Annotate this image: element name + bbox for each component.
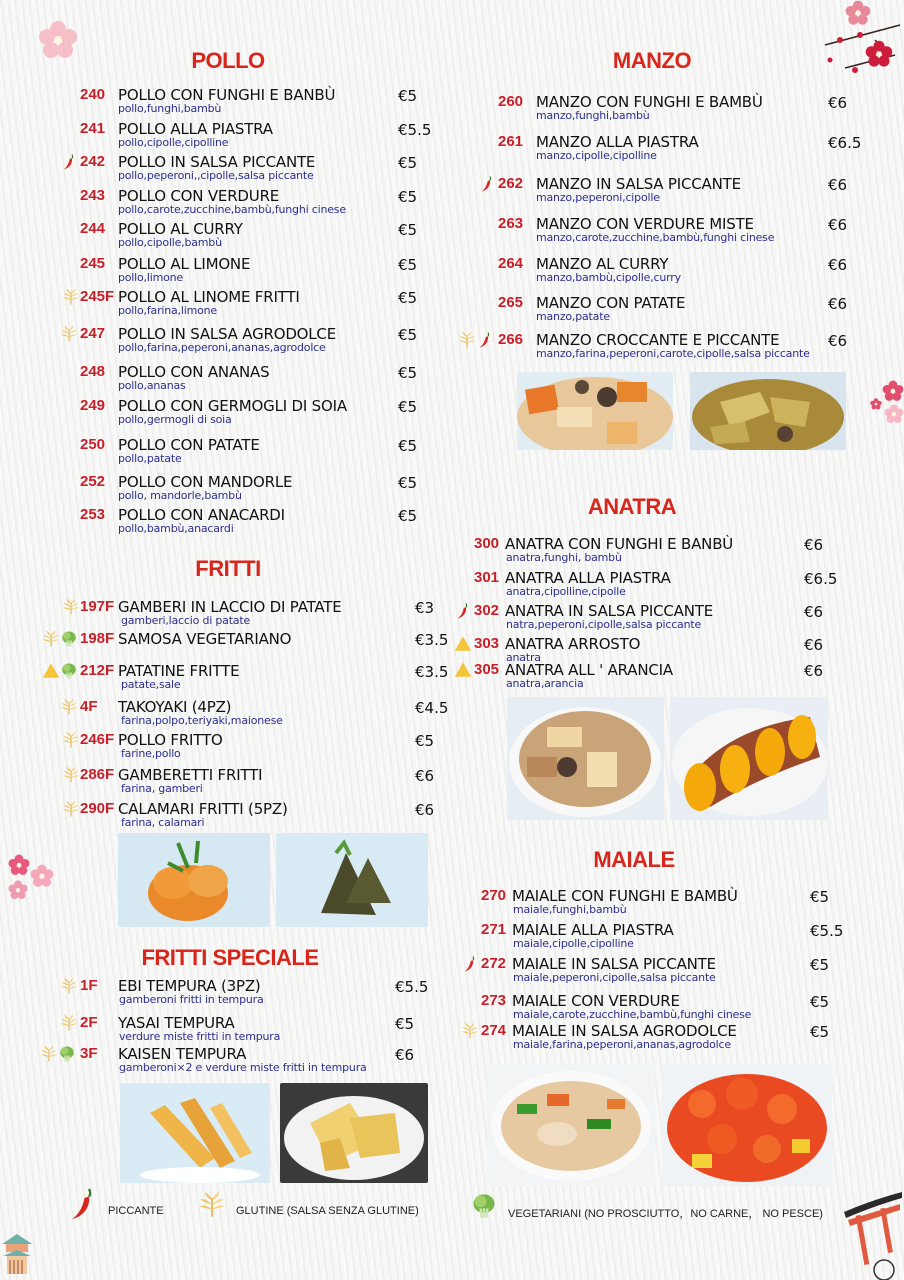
item-description: maiale,carote,zucchine,bambù,funghi cinese [513, 1008, 752, 1021]
wheat-gluten-icon [60, 698, 76, 716]
legend-wheat-gluten-icon [198, 1190, 226, 1220]
item-code: 271 [481, 921, 507, 938]
item-code: 197F [80, 598, 115, 615]
item-name: POLLO AL LIMONE [118, 255, 251, 273]
item-description: pollo,cipolle,bambù [118, 236, 222, 249]
chili-pepper-icon [454, 602, 470, 620]
item-code: 302 [474, 602, 500, 619]
chili-pepper-icon [461, 955, 477, 973]
item-price: €6 [828, 256, 848, 274]
chili-pepper-icon [478, 175, 494, 193]
dietary-icons [62, 766, 78, 784]
item-code: 270 [481, 887, 507, 904]
item-price: €5 [398, 154, 418, 172]
item-price: €5 [398, 256, 418, 274]
item-description: pollo,bambù,anacardi [118, 522, 234, 535]
item-description: pollo,germogli di soia [118, 413, 232, 426]
item-code: 266 [498, 331, 524, 348]
item-name: MANZO CON PATATE [536, 294, 686, 312]
wheat-gluten-icon [458, 331, 474, 349]
item-price: €5 [398, 188, 418, 206]
menu-item [0, 921, 904, 955]
item-code: 303 [474, 635, 500, 652]
item-name: YASAI TEMPURA [118, 1014, 235, 1032]
item-price: €6 [415, 767, 435, 785]
item-name: POLLO IN SALSA AGRODOLCE [118, 325, 336, 343]
item-name: ANATRA ALL ' ARANCIA [505, 661, 673, 679]
item-name: TAKOYAKI (4PZ) [118, 698, 232, 716]
menu-item [0, 215, 904, 249]
item-description: anatra,funghi, bambù [506, 551, 622, 564]
dietary-icons [62, 731, 78, 749]
item-price: €6 [828, 295, 848, 313]
item-description: patate,sale [121, 678, 181, 691]
section-title-fritti-speciale: FRITTI SPECIALE [141, 945, 319, 970]
item-code: 249 [80, 397, 106, 414]
item-name: POLLO CON VERDURE [118, 187, 280, 205]
item-price: €3.5 [415, 663, 449, 681]
wheat-gluten-icon [62, 731, 78, 749]
warning-triangle-icon [454, 661, 470, 679]
item-description: pollo,peperoni,,cipolle,salsa piccante [118, 169, 314, 182]
item-description: farina, calamari [121, 816, 205, 829]
dietary-icons [454, 602, 470, 620]
item-description: manzo,carote,zucchine,bambù,funghi cinese [536, 231, 775, 244]
item-code: 241 [80, 120, 106, 137]
warning-triangle-icon [454, 635, 470, 653]
beef-with-vegetables-photo [517, 372, 673, 450]
item-price: €6 [395, 1046, 415, 1064]
item-description: maiale,funghi,bambù [513, 903, 627, 916]
item-description: farina, gamberi [121, 782, 203, 795]
menu-item [0, 1022, 904, 1056]
pagoda-decoration [0, 1232, 34, 1280]
section-title-pollo: POLLO [191, 48, 265, 73]
legend-lettuce-vegetarian-icon [470, 1190, 498, 1222]
item-name: ANATRA ARROSTO [505, 635, 641, 653]
legend-piccante: PICCANTE [108, 1205, 164, 1217]
item-code: 243 [80, 187, 106, 204]
item-code: 262 [498, 175, 524, 192]
item-code: 244 [80, 220, 106, 237]
menu-item [0, 535, 904, 569]
item-name: GAMBERETTI FRITTI [118, 766, 263, 784]
item-name: POLLO CON GERMOGLI DI SOIA [118, 397, 347, 415]
item-description: manzo,farina,peperoni,carote,cipolle,salsa piccante [536, 347, 810, 360]
item-name: MANZO ALLA PIASTRA [536, 133, 699, 151]
item-description: pollo, mandorle,bambù [118, 489, 242, 502]
plum-branch-decoration-top-right [815, 0, 904, 80]
menu-item [0, 955, 904, 989]
wheat-gluten-icon [62, 800, 78, 818]
item-code: 3F [80, 1045, 98, 1062]
item-price: €5 [398, 289, 418, 307]
item-price: €5 [398, 326, 418, 344]
cherry-blossom-decoration-top-left [38, 20, 78, 60]
item-name: ANATRA IN SALSA PICCANTE [505, 602, 713, 620]
item-code: 4F [80, 698, 98, 715]
duck-with-bamboo-photo [507, 697, 664, 820]
item-code: 305 [474, 661, 500, 678]
menu-item [0, 661, 904, 695]
item-code: 212F [80, 662, 115, 679]
item-price: €5 [395, 1015, 415, 1033]
dietary-icons [461, 955, 477, 973]
item-description: pollo,cipolle,cipolline [118, 136, 229, 149]
item-name: MANZO CROCCANTE E PICCANTE [536, 331, 780, 349]
item-name: GAMBERI IN LACCIO DI PATATE [118, 598, 342, 616]
item-description: verdure miste fritti in tempura [119, 1030, 281, 1043]
item-price: €6 [804, 536, 824, 554]
item-price: €6 [828, 216, 848, 234]
item-code: 248 [80, 363, 106, 380]
item-code: 1F [80, 977, 98, 994]
item-code: 240 [80, 86, 106, 103]
item-name: POLLO FRITTO [118, 731, 223, 749]
item-name: MANZO CON VERDURE MISTE [536, 215, 754, 233]
legend-chili-pepper-icon [66, 1186, 100, 1222]
dietary-icons [461, 1022, 477, 1040]
item-description: gamberoni fritti in tempura [119, 993, 264, 1006]
yasai-tempura-photo [280, 1083, 428, 1183]
item-code: 301 [474, 569, 500, 586]
item-price: €4.5 [415, 699, 449, 717]
item-price: €5 [810, 888, 830, 906]
item-code: 2F [80, 1014, 98, 1031]
item-code: 247 [80, 325, 106, 342]
section-title-fritti: FRITTI [195, 556, 261, 581]
menu-item [0, 255, 904, 289]
item-description: pollo,patate [118, 452, 182, 465]
duck-orange-photo [670, 697, 828, 820]
item-name: MAIALE CON VERDURE [512, 992, 680, 1010]
item-description: pollo,farina,limone [118, 304, 217, 317]
chili-pepper-icon [476, 331, 492, 349]
dietary-icons [454, 635, 470, 653]
item-name: MANZO AL CURRY [536, 255, 669, 273]
item-code: 252 [80, 473, 106, 490]
item-price: €6 [804, 603, 824, 621]
beef-curry-bamboo-photo [690, 372, 846, 450]
item-name: EBI TEMPURA (3PZ) [118, 977, 261, 995]
item-description: pollo,funghi,bambù [118, 102, 222, 115]
item-name: KAISEN TEMPURA [118, 1045, 247, 1063]
item-description: pollo,limone [118, 271, 183, 284]
item-description: natra,peperoni,cipolle,salsa piccante [506, 618, 702, 631]
menu-item [0, 133, 904, 167]
item-code: 265 [498, 294, 524, 311]
item-description: gamberoni×2 e verdure miste fritti in tempura [119, 1061, 367, 1074]
item-code: 245 [80, 255, 106, 272]
menu-item [0, 473, 904, 507]
sweet-sour-pork-photo [662, 1064, 832, 1186]
item-code: 264 [498, 255, 524, 272]
item-description: pollo,farina,peperoni,ananas,agrodolce [118, 341, 326, 354]
item-code: 198F [80, 630, 115, 647]
item-price: €5 [398, 87, 418, 105]
item-description: manzo,funghi,bambù [536, 109, 650, 122]
item-price: €5 [810, 956, 830, 974]
item-description: anatra [506, 651, 541, 664]
item-description: anatra,arancia [506, 677, 584, 690]
item-price: €5 [810, 1023, 830, 1041]
item-price: €5.5 [395, 978, 429, 996]
menu-item [0, 175, 904, 209]
item-code: 263 [498, 215, 524, 232]
section-title-anatra: ANATRA [587, 494, 677, 519]
menu-item [0, 331, 904, 365]
item-price: €6 [804, 662, 824, 680]
item-code: 246F [80, 731, 115, 748]
item-description: manzo,patate [536, 310, 610, 323]
item-code: 272 [481, 955, 507, 972]
dietary-icons [60, 698, 76, 716]
menu-item [0, 992, 904, 1026]
item-name: MANZO CON FUNGHI E BAMBÙ [536, 93, 763, 111]
item-description: manzo,peperoni,cipolle [536, 191, 660, 204]
item-code: 261 [498, 133, 524, 150]
menu-item [0, 602, 904, 636]
menu-item [0, 887, 904, 921]
item-name: POLLO ALLA PIASTRA [118, 120, 273, 138]
legend-glutine: GLUTINE (SALSA SENZA GLUTINE) [236, 1205, 419, 1217]
item-name: CALAMARI FRITTI (5PZ) [118, 800, 288, 818]
item-code: 274 [481, 1022, 507, 1039]
item-price: €5 [398, 437, 418, 455]
item-price: €5 [398, 221, 418, 239]
item-name: ANATRA CON FUNGHI E BANBÙ [505, 535, 734, 553]
item-description: manzo,bambù,cipolle,curry [536, 271, 681, 284]
item-description: maiale,peperoni,cipolle,salsa piccante [513, 971, 716, 984]
item-price: €5 [415, 732, 435, 750]
item-name: MAIALE ALLA PIASTRA [512, 921, 674, 939]
item-description: manzo,cipolle,cipolline [536, 149, 657, 162]
item-name: POLLO CON ANACARDI [118, 506, 285, 524]
item-description: maiale,farina,peperoni,ananas,agrodolce [513, 1038, 731, 1051]
section-title-maiale: MAIALE [593, 847, 675, 872]
item-price: €3.5 [415, 631, 449, 649]
item-price: €6.5 [828, 134, 862, 152]
item-code: 250 [80, 436, 106, 453]
menu-item [0, 294, 904, 328]
section-title-manzo: MANZO [612, 48, 692, 73]
item-price: €5 [398, 364, 418, 382]
item-price: €6 [804, 636, 824, 654]
item-code: 245F [80, 288, 115, 305]
legend-vegetariani: VEGETARIANI (NO PROSCIUTTO，NO CARNE， NO PESCE) [508, 1208, 823, 1220]
item-price: €5 [398, 474, 418, 492]
item-code: 273 [481, 992, 507, 1009]
item-price: €3 [415, 599, 435, 617]
dietary-icons [454, 661, 470, 679]
item-price: €5.5 [810, 922, 844, 940]
item-price: €5.5 [398, 121, 432, 139]
dietary-icons [478, 175, 494, 193]
item-name: PATATINE FRITTE [118, 662, 240, 680]
item-description: gamberi,laccio di patate [121, 614, 251, 627]
item-name: MAIALE CON FUNGHI E BAMBÙ [512, 887, 738, 905]
item-name: POLLO AL LINOME FRITTI [118, 288, 300, 306]
dietary-icons [62, 800, 78, 818]
item-price: €6 [415, 801, 435, 819]
item-name: POLLO CON FUNGHI E BANBÙ [118, 86, 336, 104]
item-name: SAMOSA VEGETARIANO [118, 630, 292, 648]
item-name: POLLO AL CURRY [118, 220, 243, 238]
item-description: maiale,cipolle,cipolline [513, 937, 634, 950]
item-code: 286F [80, 766, 115, 783]
item-code: 260 [498, 93, 524, 110]
item-description: farine,pollo [121, 747, 181, 760]
item-description: farina,polpo,teriyaki,maionese [121, 714, 283, 727]
item-name: POLLO IN SALSA PICCANTE [118, 153, 316, 171]
item-price: €6 [828, 94, 848, 112]
item-code: 242 [80, 153, 106, 170]
item-price: €5 [398, 398, 418, 416]
dietary-icons [458, 331, 492, 349]
item-name: MAIALE IN SALSA PICCANTE [512, 955, 716, 973]
menu-item [0, 93, 904, 127]
item-name: POLLO CON ANANAS [118, 363, 270, 381]
item-name: MAIALE IN SALSA AGRODOLCE [512, 1022, 737, 1040]
item-description: pollo,ananas [118, 379, 186, 392]
item-price: €6 [828, 176, 848, 194]
item-code: 300 [474, 535, 500, 552]
item-name: MANZO IN SALSA PICCANTE [536, 175, 741, 193]
item-price: €6 [828, 332, 848, 350]
item-code: 290F [80, 800, 115, 817]
pork-vegetables-photo [487, 1064, 655, 1186]
torii-gate-decoration [842, 1190, 904, 1280]
menu-item [0, 569, 904, 603]
item-name: POLLO CON PATATE [118, 436, 260, 454]
item-price: €6.5 [804, 570, 838, 588]
item-name: ANATRA ALLA PIASTRA [505, 569, 671, 587]
wheat-gluten-icon [62, 766, 78, 784]
item-price: €5 [398, 507, 418, 525]
wheat-gluten-icon [461, 1022, 477, 1040]
item-price: €5 [810, 993, 830, 1011]
item-description: pollo,carote,zucchine,bambù,funghi cinese [118, 203, 346, 216]
ebi-tempura-photo [120, 1083, 270, 1183]
item-code: 253 [80, 506, 106, 523]
item-name: POLLO CON MANDORLE [118, 473, 293, 491]
item-description: anatra,cipolline,cipolle [506, 585, 626, 598]
